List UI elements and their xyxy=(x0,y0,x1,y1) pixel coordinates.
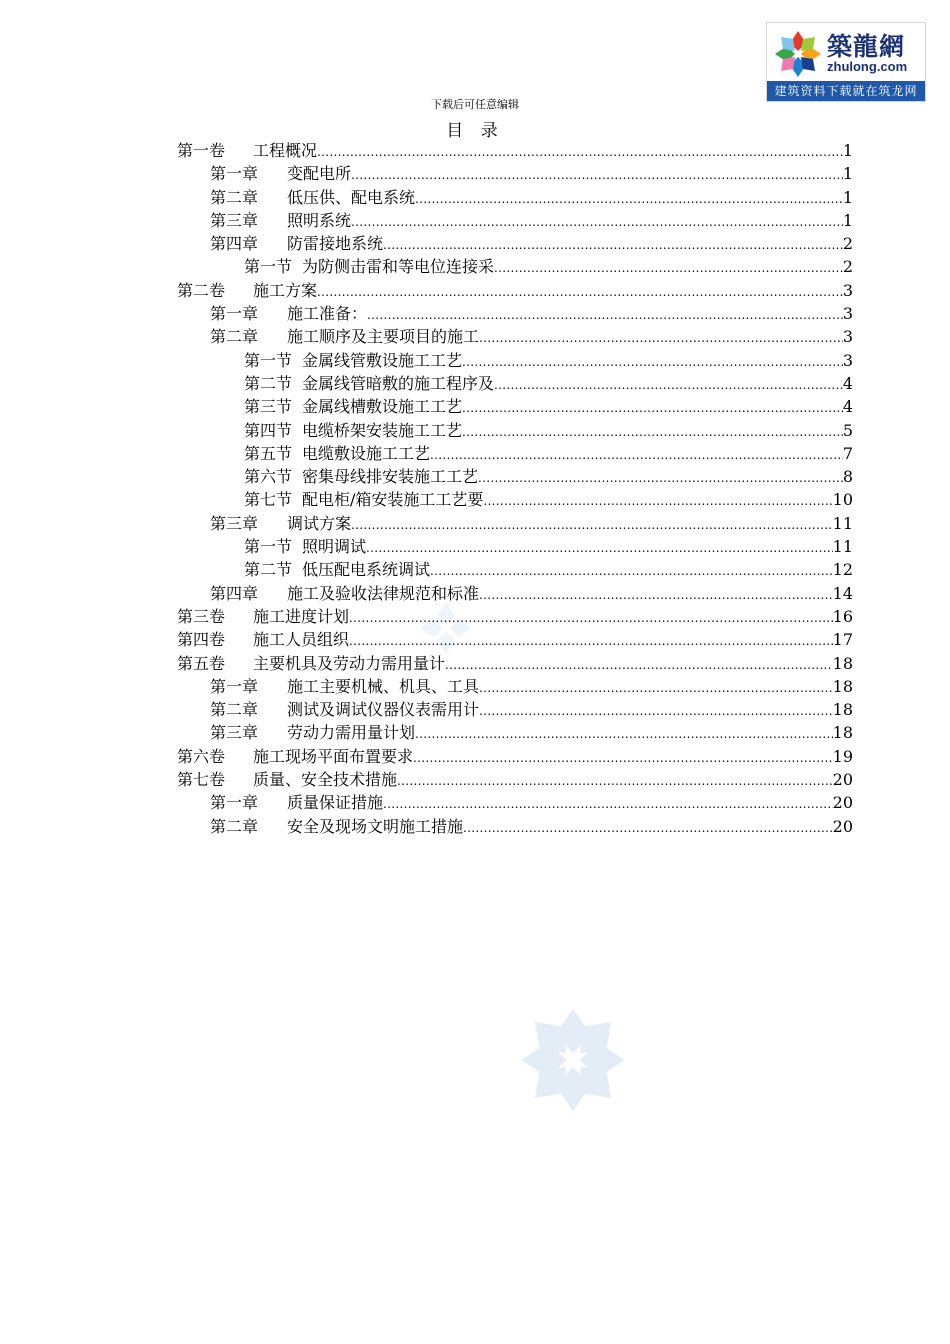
toc-entry[interactable] xyxy=(177,279,853,302)
toc-entry-page: 10 xyxy=(832,490,853,510)
toc-entry-title: 照明调试 xyxy=(302,537,367,557)
toc-entry-title: 金属线槽敷设施工工艺 xyxy=(302,397,463,417)
toc-dot-leader xyxy=(351,211,843,234)
toc-dot-leader xyxy=(479,584,833,607)
toc-entry[interactable] xyxy=(177,512,853,535)
toc-entry-number: 第一节 xyxy=(244,257,293,277)
toc-entry-page: 3 xyxy=(842,280,853,300)
toc-entry-number: 第一章 xyxy=(210,676,259,696)
toc-entry-page: 18 xyxy=(832,723,853,743)
toc-entry-title: 安全及现场文明施工措施 xyxy=(287,816,464,836)
toc-entry[interactable] xyxy=(177,605,853,628)
toc-dot-leader xyxy=(383,234,843,257)
toc-dot-leader xyxy=(430,444,843,467)
toc-entry-title: 低压配电系统调试 xyxy=(302,560,431,580)
toc-entry[interactable] xyxy=(177,442,853,465)
table-of-contents xyxy=(177,139,853,838)
toc-entry-number: 第一章 xyxy=(210,304,259,324)
toc-entry-number: 第二节 xyxy=(244,373,293,393)
logo-brand-en: zhulong.com xyxy=(827,59,908,74)
toc-entry[interactable] xyxy=(177,465,853,488)
editable-note: 下载后可任意编辑 xyxy=(431,98,519,111)
toc-entry-title: 施工现场平面布置要求 xyxy=(253,746,414,766)
toc-dot-leader xyxy=(351,514,833,537)
toc-entry[interactable] xyxy=(177,209,853,232)
toc-entry-page: 4 xyxy=(842,397,853,417)
toc-entry-number: 第三章 xyxy=(210,210,259,230)
toc-entry-title: 施工及验收法律规范和标准 xyxy=(287,583,480,603)
toc-entry-number: 第六卷 xyxy=(177,746,226,766)
logo-slogan: 建筑资料下载就在筑龙网 xyxy=(767,81,925,101)
toc-entry-title: 测试及调试仪器仪表需用计 xyxy=(287,700,480,720)
toc-dot-leader xyxy=(494,257,843,280)
toc-entry-number: 第二章 xyxy=(210,700,259,720)
toc-dot-leader xyxy=(367,304,843,327)
toc-entry[interactable] xyxy=(177,325,853,348)
toc-dot-leader xyxy=(462,397,843,420)
toc-entry[interactable] xyxy=(177,582,853,605)
toc-entry-number: 第一章 xyxy=(210,793,259,813)
toc-entry-title: 低压供、配电系统 xyxy=(287,187,416,207)
toc-entry-title: 变配电所 xyxy=(287,164,352,184)
toc-dot-leader xyxy=(494,374,843,397)
toc-entry-page: 11 xyxy=(832,537,853,557)
toc-entry[interactable] xyxy=(177,628,853,651)
toc-dot-leader xyxy=(349,607,833,630)
toc-entry[interactable] xyxy=(177,535,853,558)
toc-dot-leader xyxy=(415,188,843,211)
toc-entry-number: 第五节 xyxy=(244,443,293,463)
toc-entry-number: 第二章 xyxy=(210,187,259,207)
toc-dot-leader xyxy=(483,490,832,513)
toc-entry[interactable] xyxy=(177,675,853,698)
zhulong-logo[interactable] xyxy=(766,22,926,102)
toc-dot-leader xyxy=(317,141,843,164)
toc-entry-number: 第四卷 xyxy=(177,630,226,650)
toc-entry-number: 第三卷 xyxy=(177,606,226,626)
toc-entry-page: 18 xyxy=(832,653,853,673)
toc-entry-page: 5 xyxy=(842,420,853,440)
toc-dot-leader xyxy=(415,723,833,746)
toc-entry-title: 防雷接地系统 xyxy=(287,234,384,254)
toc-dot-leader xyxy=(463,817,833,840)
toc-entry-page: 1 xyxy=(842,164,853,184)
toc-entry-page: 16 xyxy=(832,606,853,626)
toc-dot-leader xyxy=(397,770,833,793)
toc-dot-leader xyxy=(383,793,833,816)
toc-entry-number: 第二章 xyxy=(210,327,259,347)
toc-entry[interactable] xyxy=(177,791,853,814)
toc-entry[interactable] xyxy=(177,721,853,744)
toc-entry-title: 电缆桥架安装施工工艺 xyxy=(302,420,463,440)
toc-entry[interactable] xyxy=(177,255,853,278)
logo-brand-cn: 築龍網 xyxy=(827,32,906,61)
toc-entry[interactable] xyxy=(177,768,853,791)
toc-entry-page: 7 xyxy=(842,443,853,463)
toc-entry-page: 12 xyxy=(832,560,853,580)
toc-entry-number: 第七节 xyxy=(244,490,293,510)
toc-entry-number: 第四章 xyxy=(210,234,259,254)
toc-entry-title: 施工进度计划 xyxy=(253,606,350,626)
toc-entry-title: 质量、安全技术措施 xyxy=(253,770,398,790)
toc-entry-page: 20 xyxy=(832,816,853,836)
toc-entry-number: 第三节 xyxy=(244,397,293,417)
toc-entry-number: 第三章 xyxy=(210,723,259,743)
toc-entry[interactable] xyxy=(177,232,853,255)
toc-entry-number: 第四节 xyxy=(244,420,293,440)
toc-entry-number: 第一章 xyxy=(210,164,259,184)
toc-entry[interactable] xyxy=(177,419,853,442)
toc-dot-leader xyxy=(479,700,833,723)
toc-entry[interactable] xyxy=(177,745,853,768)
toc-entry-page: 1 xyxy=(842,210,853,230)
toc-dot-leader xyxy=(413,747,833,770)
toc-entry-number: 第六节 xyxy=(244,467,293,487)
toc-entry-number: 第一节 xyxy=(244,537,293,557)
toc-entry[interactable] xyxy=(177,186,853,209)
toc-entry-title: 工程概况 xyxy=(253,141,318,160)
toc-entry-number: 第一节 xyxy=(244,350,293,370)
toc-entry-page: 1 xyxy=(842,141,853,160)
toc-entry[interactable] xyxy=(177,349,853,372)
toc-title: 目 录 xyxy=(446,121,504,141)
toc-entry-number: 第四章 xyxy=(210,583,259,603)
toc-entry-title: 金属线管暗敷的施工程序及 xyxy=(302,373,495,393)
toc-dot-leader xyxy=(317,281,843,304)
toc-entry-number: 第二章 xyxy=(210,816,259,836)
toc-entry-title: 密集母线排安装施工工艺 xyxy=(302,467,479,487)
toc-entry[interactable] xyxy=(177,395,853,418)
toc-entry-title: 施工主要机械、机具、工具 xyxy=(287,676,480,696)
toc-dot-leader xyxy=(479,677,833,700)
toc-entry-title: 电缆敷设施工工艺 xyxy=(302,443,431,463)
toc-entry-page: 18 xyxy=(832,676,853,696)
toc-entry[interactable] xyxy=(177,302,853,325)
toc-entry-page: 2 xyxy=(842,234,853,254)
toc-entry[interactable] xyxy=(177,815,853,838)
toc-entry[interactable] xyxy=(177,652,853,675)
toc-entry-title: 质量保证措施 xyxy=(287,793,384,813)
toc-entry-page: 4 xyxy=(842,373,853,393)
toc-dot-leader xyxy=(351,164,843,187)
toc-entry[interactable] xyxy=(177,698,853,721)
toc-entry-number: 第二卷 xyxy=(177,280,226,300)
toc-dot-leader xyxy=(478,467,843,490)
toc-entry-page: 17 xyxy=(832,630,853,650)
toc-entry-title: 施工人员组织 xyxy=(253,630,350,650)
watermark-flower-icon xyxy=(517,1004,629,1116)
toc-dot-leader xyxy=(462,351,843,374)
toc-entry-number: 第一卷 xyxy=(177,141,226,160)
toc-entry-page: 14 xyxy=(832,583,853,603)
toc-entry-title: 施工方案 xyxy=(253,280,318,300)
toc-dot-leader xyxy=(479,327,843,350)
toc-dot-leader xyxy=(462,421,843,444)
toc-entry-title: 为防侧击雷和等电位连接采 xyxy=(302,257,495,277)
toc-entry-page: 18 xyxy=(832,700,853,720)
toc-entry-title: 施工准备： xyxy=(287,304,368,324)
toc-entry-number: 第三章 xyxy=(210,513,259,533)
toc-entry-title: 主要机具及劳动力需用量计 xyxy=(253,653,446,673)
toc-entry-title: 劳动力需用量计划 xyxy=(287,723,416,743)
toc-entry-title: 调试方案 xyxy=(287,513,352,533)
toc-entry[interactable] xyxy=(177,488,853,511)
toc-entry-page: 3 xyxy=(842,327,853,347)
toc-dot-leader xyxy=(430,560,833,583)
toc-entry[interactable] xyxy=(177,162,853,185)
toc-dot-leader xyxy=(445,654,833,677)
zhulong-flower-icon xyxy=(773,29,823,79)
toc-entry-page: 3 xyxy=(842,304,853,324)
toc-entry-page: 20 xyxy=(832,770,853,790)
toc-entry-page: 19 xyxy=(832,746,853,766)
toc-entry-page: 8 xyxy=(842,467,853,487)
toc-entry[interactable] xyxy=(177,139,853,162)
toc-entry-page: 20 xyxy=(832,793,853,813)
toc-entry-page: 11 xyxy=(832,513,853,533)
toc-entry-number: 第二节 xyxy=(244,560,293,580)
toc-entry-title: 施工顺序及主要项目的施工 xyxy=(287,327,480,347)
toc-entry[interactable] xyxy=(177,372,853,395)
toc-dot-leader xyxy=(349,630,833,653)
toc-entry-page: 1 xyxy=(842,187,853,207)
toc-entry-title: 照明系统 xyxy=(287,210,352,230)
toc-entry-title: 金属线管敷设施工工艺 xyxy=(302,350,463,370)
toc-entry[interactable] xyxy=(177,558,853,581)
toc-dot-leader xyxy=(366,537,833,560)
toc-entry-page: 2 xyxy=(842,257,853,277)
toc-entry-number: 第五卷 xyxy=(177,653,226,673)
toc-entry-number: 第七卷 xyxy=(177,770,226,790)
toc-entry-title: 配电柜/箱安装施工工艺要 xyxy=(302,490,484,510)
toc-entry-page: 3 xyxy=(842,350,853,370)
